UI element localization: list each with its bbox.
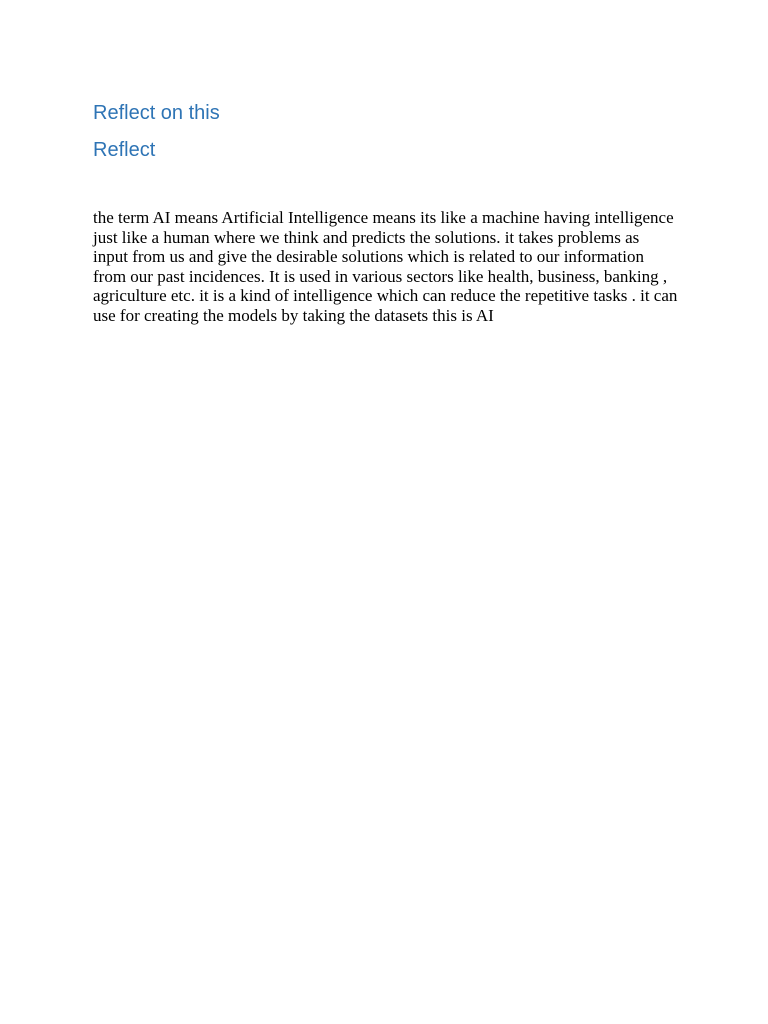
- heading-reflect: Reflect: [93, 139, 156, 161]
- body-paragraph: the term AI means Artificial Intelligence means its like a machine having intelligence just like a human where we think and predicts the solutions. it takes problems as input from us and give the desirable solutions which is related to our information from our past incidences. It is used in various sectors like health, business, banking , agriculture etc. it is a kind of intelligence which can reduce the repetitive tasks . it can use for creating the models by taking the datasets this is AI: [93, 208, 678, 325]
- heading-reflect-on-this: Reflect on this: [93, 102, 220, 124]
